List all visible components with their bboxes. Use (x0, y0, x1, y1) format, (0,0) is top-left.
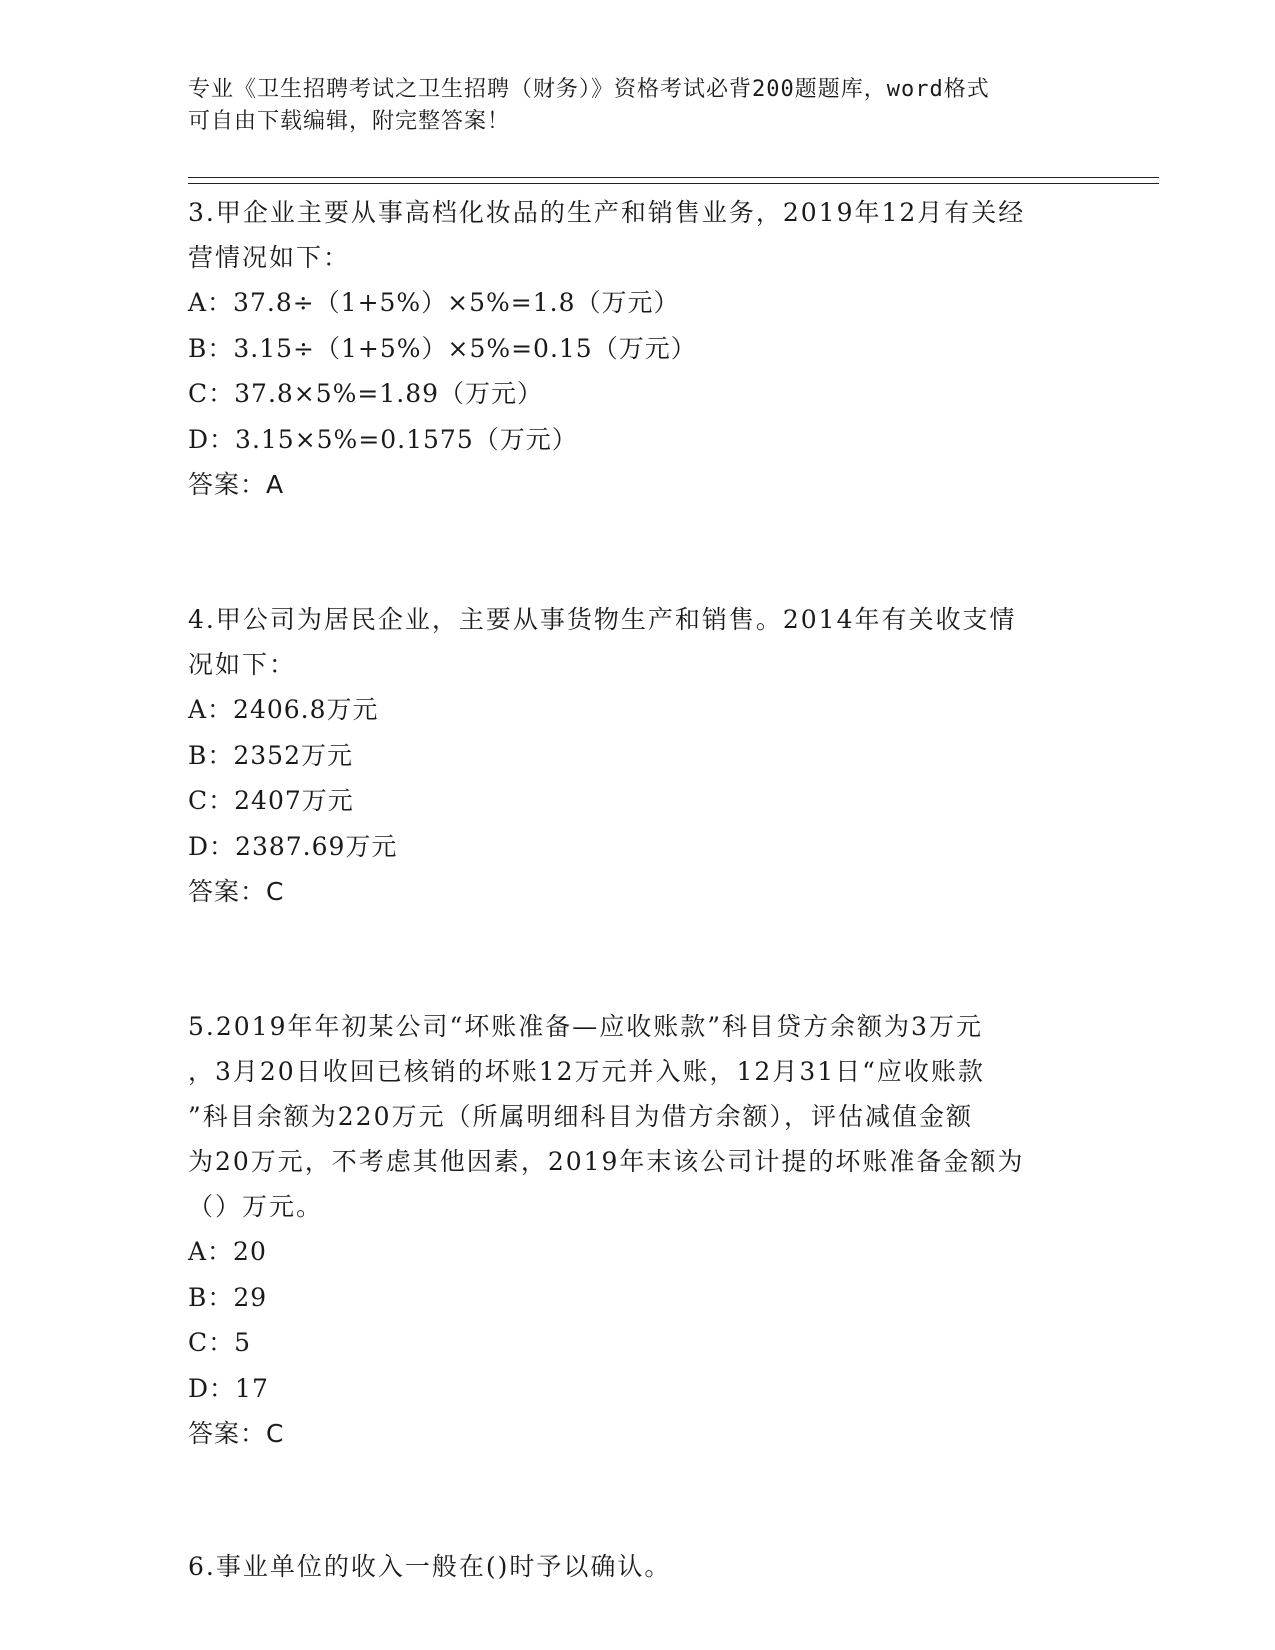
option-c: C：37.8×5%=1.89（万元） (188, 379, 544, 408)
document-header (188, 74, 1088, 138)
header-divider (188, 177, 1159, 178)
question-3 (188, 190, 1088, 507)
question-stem-line: ，3月20日收回已核销的坏账12万元并入账，12月31日“应收账款 (188, 1057, 985, 1086)
question-stem-line: 4.甲公司为居民企业，主要从事货物生产和销售。2014年有关收支情 (188, 605, 1017, 634)
option-b: B：29 (188, 1282, 268, 1312)
answer: 答案：C (188, 877, 285, 906)
option-b: B：2352万元 (188, 740, 353, 770)
option-a: A：37.8÷（1+5%）×5%=1.8（万元） (188, 288, 680, 317)
answer: 答案：A (188, 470, 285, 499)
question-4 (188, 597, 1088, 914)
spacer (188, 914, 1088, 1004)
question-stem-line: 为20万元，不考虑其他因素，2019年末该公司计提的坏账准备金额为 (188, 1147, 1025, 1176)
question-stem (188, 1004, 1088, 1229)
header-line-1: 专业《卫生招聘考试之卫生招聘（财务）》资格考试必背200题题库，word格式 (188, 77, 990, 102)
option-a: A：2406.8万元 (188, 695, 379, 724)
question-stem-line: 3.甲企业主要从事高档化妆品的生产和销售业务，2019年12月有关经 (188, 198, 1026, 227)
question-stem (188, 597, 1088, 687)
option-d: D：2387.69万元 (188, 831, 398, 861)
option-a: A：20 (188, 1237, 267, 1266)
question-stem-line: （）万元。 (188, 1192, 324, 1221)
option-c: C：2407万元 (188, 786, 354, 815)
question-stem (188, 190, 1088, 280)
header-line-2: 可自由下载编辑，附完整答案！ (188, 109, 511, 134)
option-d: D：3.15×5%=0.1575（万元） (188, 424, 578, 454)
question-5 (188, 1004, 1088, 1456)
question-6 (188, 1544, 1088, 1589)
option-c: C：5 (188, 1328, 252, 1357)
question-stem-line: 6.事业单位的收入一般在()时予以确认。 (188, 1552, 672, 1581)
question-stem (188, 1544, 1088, 1589)
question-stem-line: 况如下： (188, 650, 297, 679)
question-list (188, 190, 1088, 1589)
option-b: B：3.15÷（1+5%）×5%=0.15（万元） (188, 333, 697, 363)
option-d: D：17 (188, 1373, 269, 1403)
header-divider-second (188, 183, 1159, 184)
spacer (188, 1456, 1088, 1544)
spacer (188, 507, 1088, 597)
question-stem-line: 营情况如下： (188, 243, 351, 272)
question-stem-line: ”科目余额为220万元（所属明细科目为借方余额），评估减值金额 (188, 1102, 974, 1131)
answer: 答案：C (188, 1419, 285, 1448)
question-stem-line: 5.2019年年初某公司“坏账准备—应收账款”科目贷方余额为3万元 (188, 1012, 983, 1041)
